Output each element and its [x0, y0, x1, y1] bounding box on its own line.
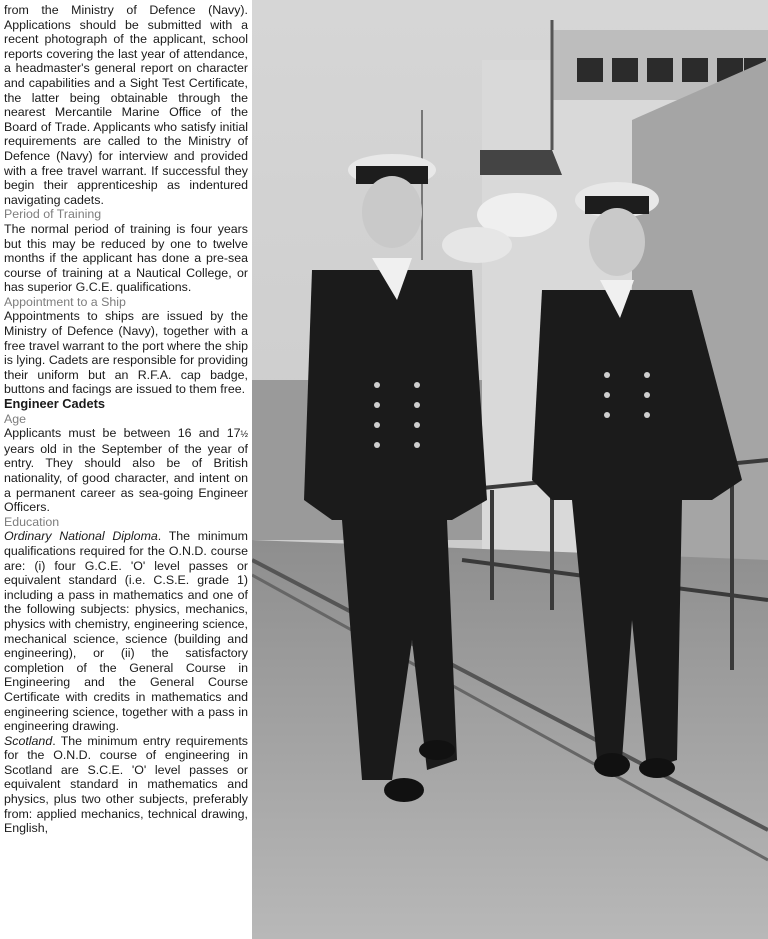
engineer-cadets-heading: Engineer Cadets — [4, 396, 105, 412]
text-column — [4, 3, 248, 836]
scotland-label: Scotland — [4, 733, 53, 748]
training-paragraph: The normal period of training is four years but this may be reduced by one to twelve months if the applicant has done a pre-sea course of training at a Nautical College, or has superior G.C.E. qualifications. — [4, 221, 248, 295]
age-paragraph — [4, 426, 248, 515]
ond-label: Ordinary National Diploma — [4, 529, 158, 544]
ond-paragraph — [4, 529, 248, 733]
intro-paragraph: from the Ministry of Defence (Navy). Applications should be submitted with a recent photograph of the applicant, school reports covering the last year of attendance, a headmaster's general report on character and capabilities and a Sight Test Certificate, the latter being obtainable through the nearest Mercantile Marine Office of the Board of Trade. Applicants who satisfy initial requirements are called to the Ministry of Defence (Navy) for interview and provided with a free travel warrant. If successful they begin their apprenticeship as indentured navigating cadets. — [4, 3, 248, 207]
scotland-text: . The minimum entry requirements for the O.N.D. course of engineering in Scotland are S.C.E. 'O' level passes or equivalent standard in mathematics and physics, plus two other subjects, preferably from: applied mechanics, technical drawing, English, — [4, 733, 248, 836]
ond-text: . The minimum qualifications required for the O.N.D. course are: (i) four G.C.E. 'O' level passes or equivalent standard (i.e. C.S.E. grade 1) including a pass in mathematics and one of the following subjects: physics, mechanics, physics with chemistry, engineering science, mechanical science, science (building and engineering), or (ii) the satisfactory completion of the General Course in Engineering and the General Course Certificate with credits in mathematics and engineering science, together with a pass in engineering drawing. — [4, 529, 248, 734]
age-heading: Age — [4, 411, 27, 426]
appointment-paragraph: Appointments to ships are issued by the Ministry of Defence (Navy), together with a free travel warrant to the port where the ship is lying. Cadets are responsible for providing their uniform but an R.F.A. cap badge, buttons and facings are issued to them free. — [4, 309, 248, 397]
photo-illustration — [252, 0, 768, 939]
training-heading: Period of Training — [4, 207, 102, 222]
scotland-paragraph — [4, 734, 248, 836]
education-heading: Education — [4, 514, 60, 529]
age-fraction: ½ — [240, 429, 248, 440]
age-text-b: years old in the September of the year of entry. They should also be of British nationality, of good character, and intent on a permanent career as sea-going Engineer Officers. — [4, 441, 248, 515]
cadets-photograph — [252, 0, 768, 939]
appointment-heading: Appointment to a Ship — [4, 294, 126, 309]
age-text-a: Applicants must be between 16 and 17 — [4, 426, 241, 441]
